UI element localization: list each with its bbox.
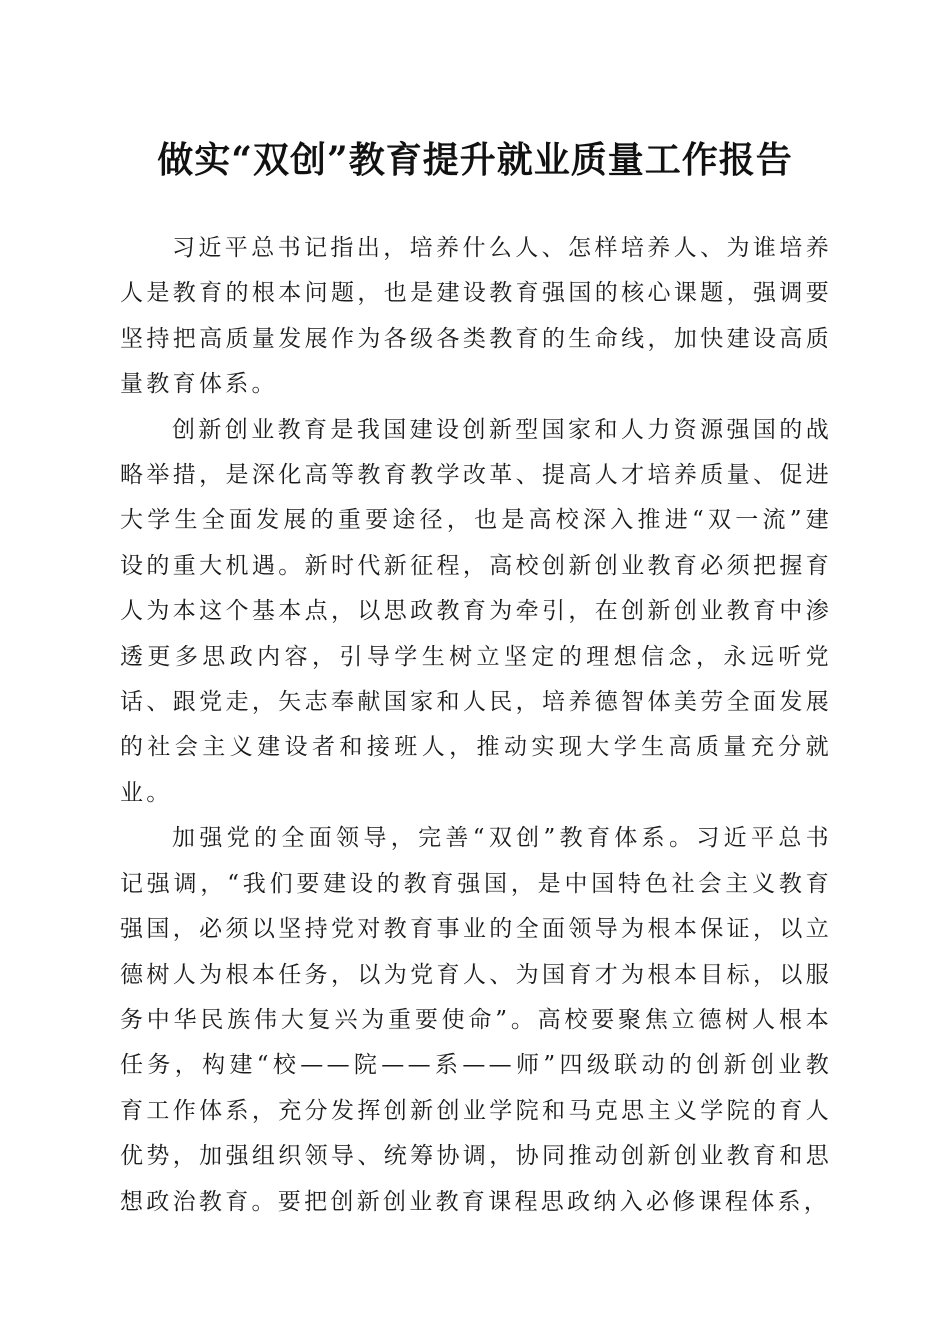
document-body	[120, 226, 832, 1225]
paragraph-party-leadership: 加强党的全面领导，完善“双创”教育体系。习近平总书记强调，“我们要建设的教育强国，是中国特色社会主义教育强国，必须以坚持党对教育事业的全面领导为根本保证，以立德树人为根本任务，以为党育人、为国育才为根本目标，以服务中华民族伟大复兴为重要使命”。高校要聚焦立德树人根本任务，构建“校——院——系——师”四级联动的创新创业教育工作体系，充分发挥创新创业学院和马克思主义学院的育人优势，加强组织领导、统筹协调，协同推动创新创业教育和思想政治教育。要把创新创业教育课程思政纳入必修课程体系，	[120, 825, 832, 1215]
paragraph-innovation-education: 创新创业教育是我国建设创新型国家和人力资源强国的战略举措，是深化高等教育教学改革、提高人才培养质量、促进大学生全面发展的重要途径，也是高校深入推进“双一流”建设的重大机遇。新时代新征程，高校创新创业教育必须把握育人为本这个基本点，以思政教育为牵引，在创新创业教育中渗透更多思政内容，引导学生树立坚定的理想信念，永远听党话、跟党走，矢志奉献国家和人民，培养德智体美劳全面发展的社会主义建设者和接班人，推动实现大学生高质量充分就业。	[120, 416, 832, 806]
paragraph-intro: 习近平总书记指出，培养什么人、怎样培养人、为谁培养人是教育的根本问题，也是建设教育强国的核心课题，强调要坚持把高质量发展作为各级各类教育的生命线，加快建设高质量教育体系。	[120, 235, 832, 398]
document-title: 做实“双创”教育提升就业质量工作报告	[157, 139, 793, 181]
